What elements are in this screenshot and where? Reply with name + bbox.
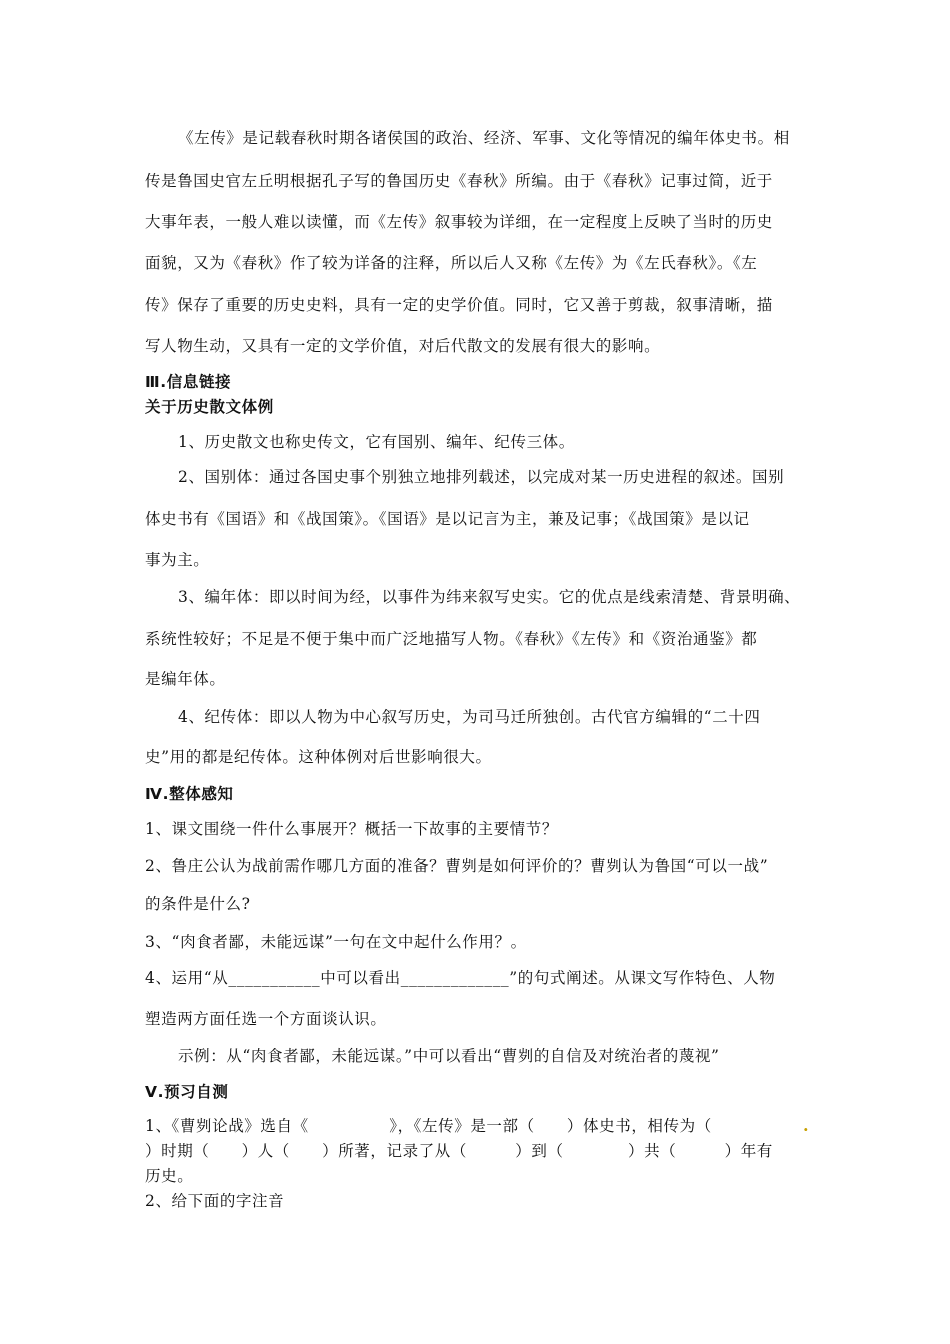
- section5-line-3: 历史。: [145, 1167, 194, 1185]
- intro-line-5: 传》保存了重要的历史史料，具有一定的史学价值。同时，它又善于剪裁，叙事清晰，描: [145, 296, 773, 314]
- section5-heading: Ⅴ.预习自测: [145, 1083, 229, 1101]
- intro-line-6: 写人物生动，又具有一定的文学价值，对后代散文的发展有很大的影响。: [145, 337, 661, 355]
- section4-heading: Ⅳ.整体感知: [145, 785, 234, 803]
- section5-line-2: ）时期（ ）人（ ）所著，记录了从（ ）到（ ）共（ ）年有: [145, 1142, 773, 1160]
- section3-line-9: 史”用的都是纪传体。这种体例对后世影响很大。: [145, 748, 492, 766]
- section3-line-3: 体史书有《国语》和《战国策》。《国语》是以记言为主，兼及记事；《战国策》是以记: [145, 510, 750, 528]
- section3-line-2: 2、国别体：通过各国史事个别独立地排列载述，以完成对某一历史进程的叙述。国别: [178, 468, 785, 486]
- section3-line-8: 4、纪传体：即以人物为中心叙写历史，为司马迁所独创。古代官方编辑的“二十四: [178, 708, 761, 726]
- section3-line-7: 是编年体。: [145, 670, 226, 688]
- section5-line-4: 2、给下面的字注音: [145, 1192, 285, 1210]
- section3-heading: Ⅲ.信息链接: [145, 373, 232, 391]
- section4-line-1: 1、课文围绕一件什么事展开？概括一下故事的主要情节？: [145, 820, 558, 838]
- section3-line-6: 系统性较好；不足是不便于集中而广泛地描写人物。《春秋》《左传》和《资治通鉴》都: [145, 630, 758, 648]
- stray-mark: .: [803, 1116, 809, 1135]
- intro-line-4: 面貌，又为《春秋》作了较为详备的注释，所以后人又称《左传》为《左氏春秋》。《左: [145, 254, 758, 272]
- section3-line-5: 3、编年体：即以时间为经，以事件为纬来叙写史实。它的优点是线索清楚、背景明确、: [178, 588, 801, 606]
- section4-line-2: 2、鲁庄公认为战前需作哪几方面的准备？曹刿是如何评价的？曹刿认为鲁国“可以一战”: [145, 857, 769, 875]
- section3-subheading: 关于历史散文体例: [145, 398, 274, 416]
- section5-line-1: 1、《曹刿论战》选自《 》，《左传》是一部（ ）体史书，相传为（: [145, 1117, 712, 1135]
- section4-line-3: 的条件是什么?: [145, 895, 251, 913]
- intro-line-3: 大事年表，一般人难以读懂，而《左传》叙事较为详细，在一定程度上反映了当时的历史: [145, 213, 773, 231]
- intro-line-1: 《左传》是记载春秋时期各诸侯国的政治、经济、军事、文化等情况的编年体史书。相: [178, 129, 790, 147]
- section3-line-4: 事为主。: [145, 551, 210, 569]
- intro-line-2: 传是鲁国史官左丘明根据孔子写的鲁国历史《春秋》所编。由于《春秋》记事过简，近于: [145, 172, 773, 190]
- section4-line-6: 塑造两方面任选一个方面谈认识。: [145, 1010, 387, 1028]
- section4-example: 示例：从“肉食者鄙，未能远谋。”中可以看出“曹刿的自信及对统治者的蔑视”: [178, 1047, 720, 1065]
- section4-line-4: 3、“肉食者鄙，未能远谋”一句在文中起什么作用？。: [145, 933, 527, 951]
- section3-line-1: 1、历史散文也称史传文，它有国别、编年、纪传三体。: [178, 433, 575, 451]
- section4-line-5: 4、运用“从___________中可以看出_____________”的句式阐述。从课文写作特色、人物: [145, 969, 776, 987]
